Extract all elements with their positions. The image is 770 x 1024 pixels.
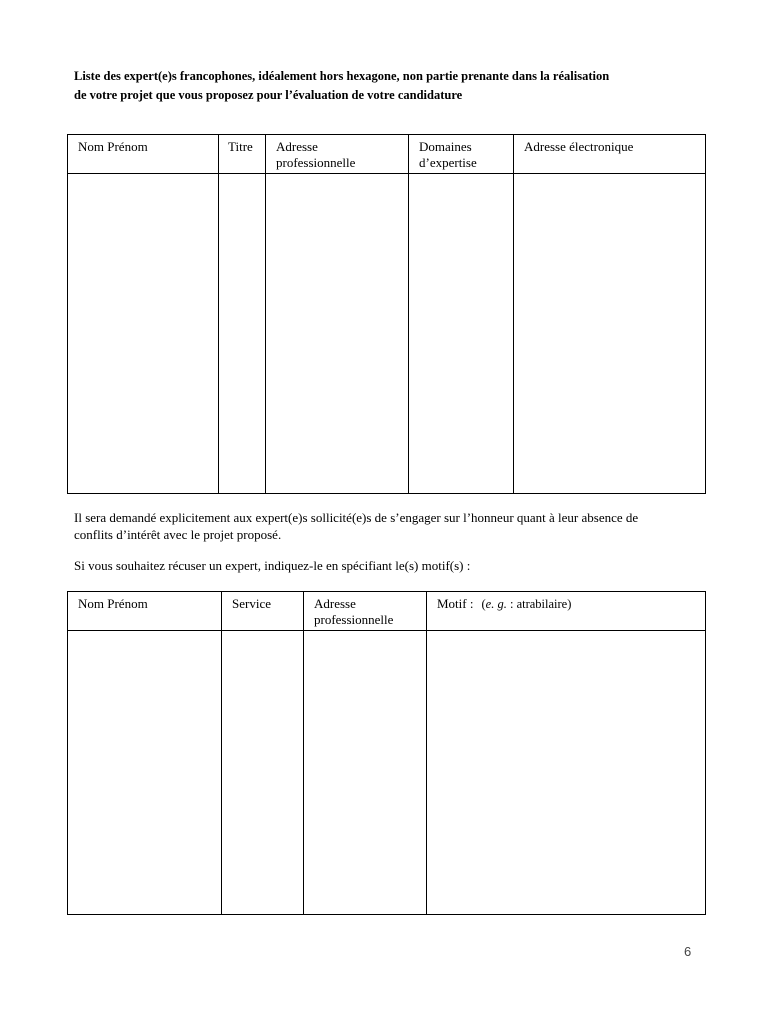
header-label: Adresse (276, 139, 318, 154)
experts-cell-adresse-electronique[interactable] (514, 174, 706, 494)
experts-col-adresse-electronique (514, 135, 706, 174)
recusal-cell-motif[interactable] (427, 631, 706, 915)
header-label: Titre (228, 139, 253, 154)
motif-example-open: ( (481, 597, 486, 611)
experts-table (67, 134, 706, 494)
recusal-col-motif (427, 592, 706, 631)
motif-example (481, 597, 571, 611)
header-label: Nom Prénom (78, 596, 148, 611)
table-row (68, 174, 706, 494)
recusal-table (67, 591, 706, 915)
paragraph-line: Il sera demandé explicitement aux expert(e)s sollicité(e)s de s’engager sur l’honneur quant à leur absence de (74, 510, 639, 525)
recusal-table-header-row (68, 592, 706, 631)
document-heading (74, 67, 714, 105)
paragraph-line: Si vous souhaitez récuser un expert, indiquez-le en spécifiant le(s) motif(s) : (74, 558, 471, 573)
recusal-cell-adresse-professionnelle[interactable] (304, 631, 427, 915)
header-label: professionnelle (314, 612, 394, 627)
recusal-instruction (74, 557, 470, 574)
experts-col-titre (219, 135, 266, 174)
page-number: 6 (684, 944, 692, 959)
header-label: Nom Prénom (78, 139, 148, 154)
experts-col-domaines-expertise (409, 135, 514, 174)
heading-line-2: de votre projet que vous proposez pour l’évaluation de votre candidature (74, 88, 463, 102)
recusal-col-service (222, 592, 304, 631)
recusal-cell-service[interactable] (222, 631, 304, 915)
motif-example-text: : atrabilaire) (506, 597, 572, 611)
motif-example-abbrev: e. g. (485, 597, 507, 611)
header-label: professionnelle (276, 155, 356, 170)
heading-line-1: Liste des expert(e)s francophones, idéalement hors hexagone, non partie prenante dans la réalisation (74, 69, 610, 83)
table-row (68, 631, 706, 915)
experts-cell-titre[interactable] (219, 174, 266, 494)
header-label: Domaines (419, 139, 472, 154)
recusal-cell-nom-prenom[interactable] (68, 631, 222, 915)
paragraph-line: conflits d’intérêt avec le projet proposé. (74, 527, 282, 542)
conflict-of-interest-paragraph (74, 509, 638, 543)
header-label: Service (232, 596, 271, 611)
header-label: Adresse électronique (524, 139, 634, 154)
header-label: Motif : (437, 596, 474, 611)
header-label: d’expertise (419, 155, 477, 170)
experts-col-adresse-professionnelle (266, 135, 409, 174)
recusal-col-nom-prenom (68, 592, 222, 631)
experts-cell-domaines-expertise[interactable] (409, 174, 514, 494)
experts-cell-adresse-professionnelle[interactable] (266, 174, 409, 494)
experts-table-header-row (68, 135, 706, 174)
experts-col-nom-prenom (68, 135, 219, 174)
recusal-col-adresse-professionnelle (304, 592, 427, 631)
header-label: Adresse (314, 596, 356, 611)
experts-cell-nom-prenom[interactable] (68, 174, 219, 494)
